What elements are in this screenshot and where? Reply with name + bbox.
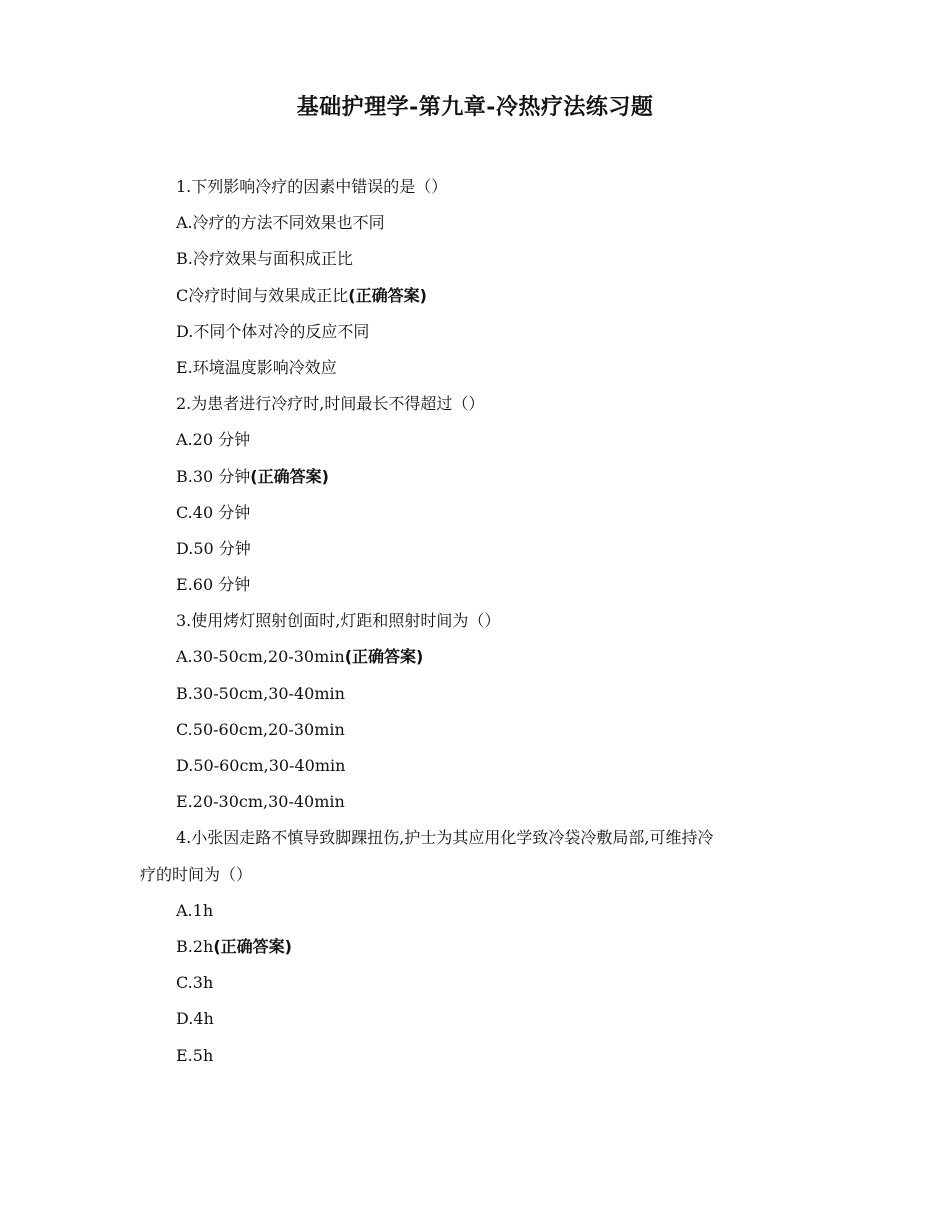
answer-option — [0, 676, 950, 712]
option-text: C.40 分钟 — [176, 502, 251, 522]
option-text: A.冷疗的方法不同效果也不同 — [176, 213, 385, 233]
option-text: D.4h — [176, 1009, 214, 1029]
answer-option — [0, 893, 950, 929]
document-title: 基础护理学-第九章-冷热疗法练习题 — [296, 94, 654, 120]
answer-option — [0, 712, 950, 748]
option-text: A.20 分钟 — [176, 430, 251, 450]
option-text: E.60 分钟 — [176, 575, 251, 595]
correct-answer-tag: (正确答案) — [344, 647, 424, 667]
option-text: E.5h — [176, 1045, 214, 1065]
option-text: E.环境温度影响冷效应 — [176, 357, 337, 377]
question-stem: 1.下列影响冷疗的因素中错误的是（） — [176, 177, 448, 196]
option-text: D.不同个体对冷的反应不同 — [176, 321, 370, 341]
answer-option — [0, 639, 950, 675]
answer-option — [0, 205, 950, 241]
answer-option — [0, 278, 950, 314]
correct-answer-tag: (正确答案) — [250, 466, 329, 486]
option-text: A.1h — [176, 900, 214, 920]
answer-option — [0, 422, 950, 458]
correct-answer-tag: (正确答案) — [348, 285, 427, 305]
question-stem: 3.使用烤灯照射创面时,灯距和照射时间为（） — [176, 611, 501, 631]
option-text: B.30 分钟 — [176, 466, 251, 486]
answer-option — [0, 314, 950, 350]
question-stem: 4.小张因走路不慎导致脚踝扭伤,护士为其应用化学致冷袋冷敷局部,可维持冷 — [176, 828, 714, 848]
answer-option — [0, 567, 950, 603]
option-text: B.2h — [176, 936, 214, 956]
correct-answer-tag: (正确答案) — [213, 936, 292, 956]
answer-option — [0, 1001, 950, 1037]
answer-option — [0, 784, 950, 820]
option-text: E.20-30cm,30-40min — [176, 792, 345, 812]
answer-option — [0, 350, 950, 386]
option-text: C.50-60cm,20-30min — [176, 719, 345, 739]
option-text: B.30-50cm,30-40min — [176, 683, 345, 703]
answer-option — [0, 495, 950, 531]
answer-option — [0, 241, 950, 277]
answer-option — [0, 748, 950, 784]
option-text: D.50-60cm,30-40min — [176, 756, 346, 775]
option-text: D.50 分钟 — [176, 538, 251, 558]
answer-option — [0, 965, 950, 1001]
option-text: C.3h — [176, 973, 214, 993]
answer-option — [0, 531, 950, 567]
option-text: A.30-50cm,20-30min — [176, 647, 345, 667]
answer-option — [0, 929, 950, 965]
answer-option — [0, 459, 950, 495]
option-text: C冷疗时间与效果成正比 — [176, 285, 349, 305]
question-stem: 2.为患者进行冷疗时,时间最长不得超过（） — [176, 394, 485, 414]
option-text: B.冷疗效果与面积成正比 — [176, 249, 353, 269]
answer-option — [0, 1038, 950, 1074]
question-list — [0, 169, 950, 1074]
question-stem-continued: 疗的时间为（） — [140, 864, 253, 884]
